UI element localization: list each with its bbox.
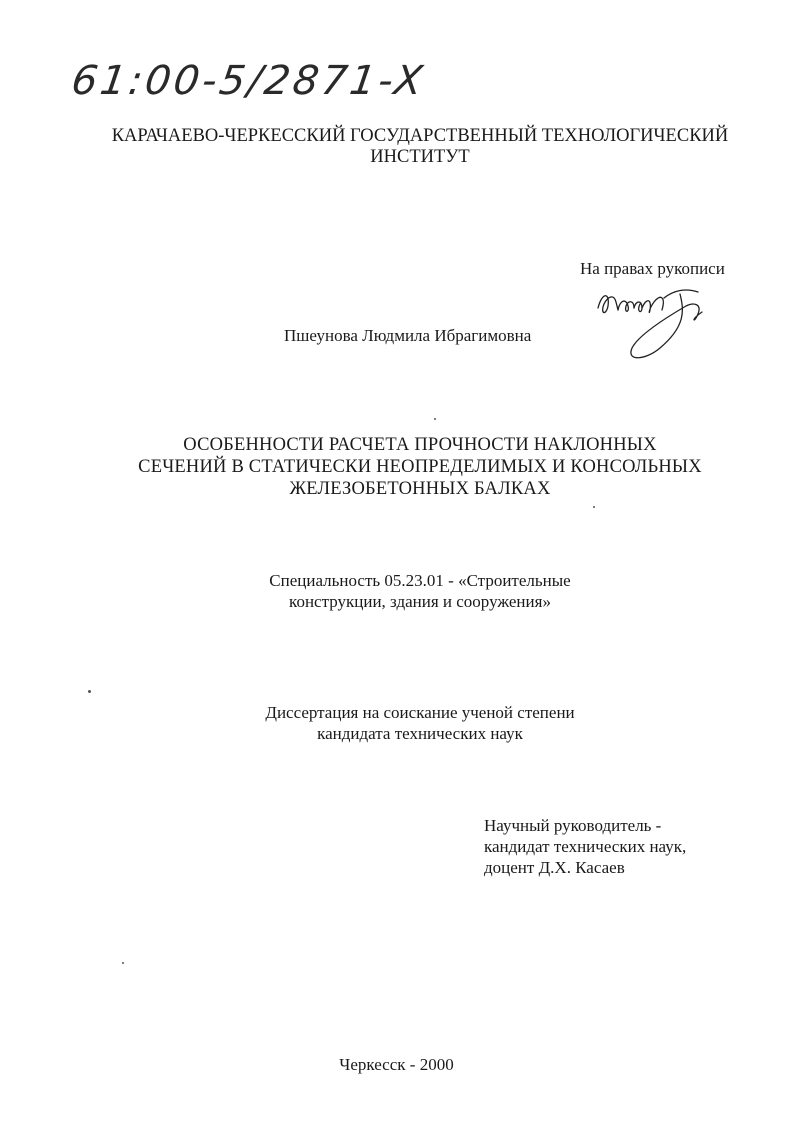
scan-speck: [122, 962, 124, 964]
title-line: ЖЕЛЕЗОБЕТОННЫХ БАЛКАХ: [289, 479, 551, 499]
degree-line: кандидата технических наук: [317, 724, 523, 743]
scan-speck: [88, 690, 91, 693]
scan-speck: [593, 506, 595, 508]
rights-note: На правах рукописи: [580, 259, 725, 278]
title-line: ОСОБЕННОСТИ РАСЧЕТА ПРОЧНОСТИ НАКЛОННЫХ: [183, 435, 657, 455]
advisor-line: Научный руководитель -: [484, 816, 662, 835]
specialty-block: [200, 570, 640, 612]
specialty-line: конструкции, здания и сооружения»: [289, 592, 551, 611]
degree-line: Диссертация на соискание ученой степени: [265, 703, 575, 722]
institute-name: КАРАЧАЕВО-ЧЕРКЕССКИЙ ГОСУДАРСТВЕННЫЙ ТЕХНОЛОГИЧЕСКИЙ ИНСТИТУТ: [111, 126, 729, 167]
catalog-code-handwritten: 61:00-5/2871-X: [68, 58, 429, 104]
advisor-line: кандидат технических наук,: [484, 837, 687, 856]
signature-image: [590, 270, 730, 365]
dissertation-title: [80, 434, 760, 500]
advisor-line: доцент Д.Х. Касаев: [484, 858, 625, 877]
title-line: СЕЧЕНИЙ В СТАТИЧЕСКИ НЕОПРЕДЕЛИМЫХ И КОНСОЛЬНЫХ: [138, 457, 702, 477]
author-name: Пшеунова Людмила Ибрагимовна: [284, 326, 532, 345]
city-year: Черкесск - 2000: [339, 1055, 454, 1074]
degree-statement: [200, 702, 640, 744]
scan-speck: [434, 418, 436, 420]
scientific-advisor: [484, 815, 686, 878]
specialty-line: Специальность 05.23.01 - «Строительные: [269, 571, 571, 590]
